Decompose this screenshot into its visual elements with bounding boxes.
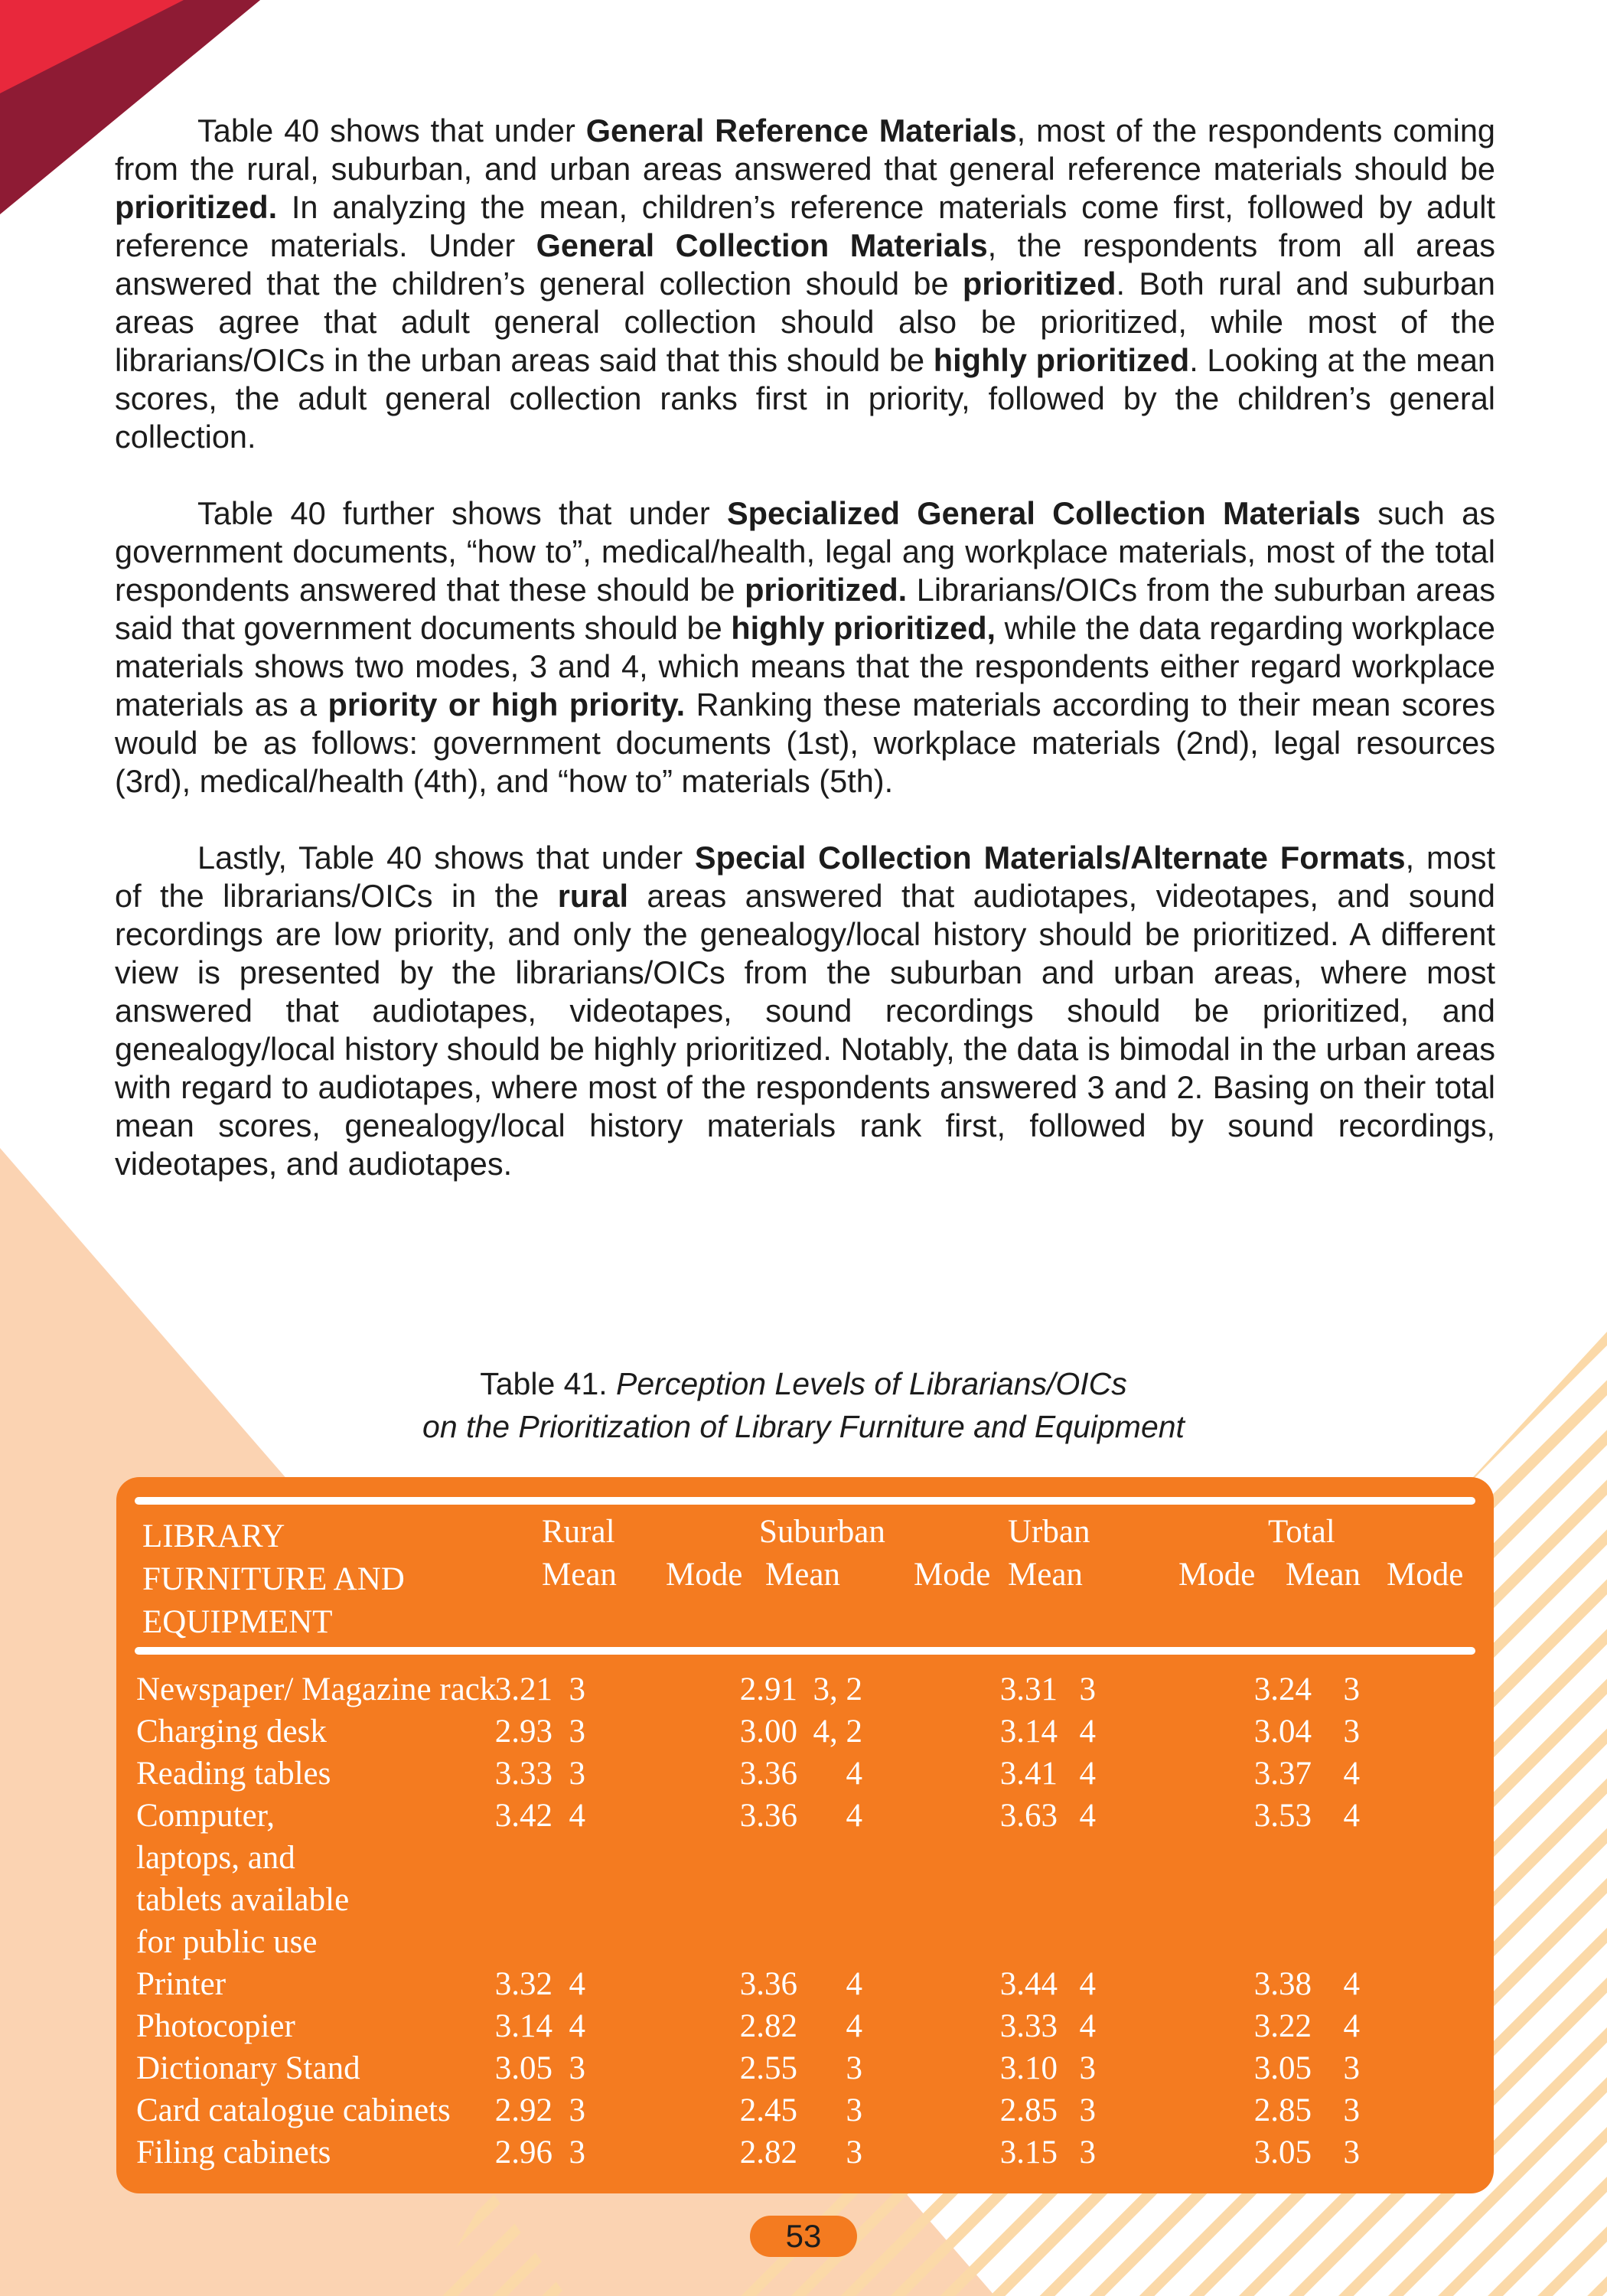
bold-text: highly prioritized, (731, 610, 996, 646)
row-label: Dictionary Stand (136, 2050, 360, 2086)
table-cell: 3.36 (739, 1756, 797, 1792)
table-cell: 2.55 (739, 2050, 797, 2086)
bold-text: prioritized. (115, 189, 278, 225)
header-label-line-2: FURNITURE AND (142, 1561, 405, 1597)
caption-line-2 (0, 1405, 1607, 1448)
bold-text: priority or high priority. (328, 687, 686, 722)
table-cell: 2.82 (739, 2135, 797, 2170)
table-cell: 3 (846, 2135, 862, 2170)
table-cell: 4 (569, 2008, 585, 2044)
text-run: areas answered that audiotapes, videotapes, and sound recordings are low priority, and only the genealogy/local history should be prioritized. A different view is presented by the librarians/OICs from the suburban and urban areas, where most answered that audiotapes, videotapes, sound recordings should be prioritized, and genealogy/local history should be highly prioritized. Notably, the data is bimodal in the urban areas with regard to audiotapes, where most of the respondents answered 3 and 2. Basing on their total mean scores, genealogy/local history materials rank first, followed by sound recordings, videotapes, and audiotapes. (115, 878, 1495, 1182)
table-caption (0, 1362, 1607, 1448)
row-label: Charging desk (136, 1714, 327, 1750)
header-total-mean: Mean (1286, 1557, 1361, 1593)
bold-text: prioritized. (745, 572, 908, 608)
header-group-suburban: Suburban (759, 1514, 885, 1550)
header-rural-mode: Mode (666, 1557, 743, 1593)
table-cell: 4 (1079, 1966, 1096, 2002)
table-cell: 3 (1343, 2092, 1360, 2128)
table-cell: 3 (569, 1714, 585, 1750)
text-run: In analyzing the mean, children’s reference materials come first, followed by adult reference materials. Under (115, 189, 1495, 263)
table-cell: 3.10 (999, 2050, 1058, 2086)
table-cell: 4 (846, 1798, 862, 1834)
table-cell: 4 (846, 1966, 862, 2002)
table-cell: 3.24 (1253, 1671, 1312, 1707)
table-cell: 4 (846, 2008, 862, 2044)
bold-text: Specialized General Collection Materials (726, 495, 1361, 531)
row-label: Card catalogue cabinets (136, 2092, 451, 2128)
bold-text: Special Collection Materials/Alternate Formats (694, 840, 1406, 876)
table-cell: 3.41 (999, 1756, 1058, 1792)
table-cell: 3 (569, 1756, 585, 1792)
bold-text: prioritized (962, 266, 1116, 302)
table-header-rule (135, 1647, 1475, 1655)
table-cell: 3.38 (1253, 1966, 1312, 2002)
table-cell: 3.36 (739, 1966, 797, 2002)
table-cell: 4 (1079, 1798, 1096, 1834)
table-cell: 3.32 (494, 1966, 553, 2002)
table-cell: 2.85 (999, 2092, 1058, 2128)
row-label: Newspaper/ Magazine rack (136, 1671, 497, 1707)
table-cell: 3 (1343, 1671, 1360, 1707)
header-urban-mode: Mode (1178, 1557, 1256, 1593)
table-cell: 3 (1079, 2135, 1096, 2170)
table-cell: 3.05 (1253, 2135, 1312, 2170)
table-cell: 3, 2 (813, 1671, 862, 1707)
row-label: laptops, and (136, 1840, 295, 1876)
table-cell: 3.42 (494, 1798, 553, 1834)
header-label-line-1: LIBRARY (142, 1518, 285, 1554)
table-cell: 3.05 (494, 2050, 553, 2086)
table-cell: 3 (1079, 2050, 1096, 2086)
body-text (115, 112, 1495, 1221)
table-cell: 3.04 (1253, 1714, 1312, 1750)
table-cell: 3.37 (1253, 1756, 1312, 1792)
table-cell: 4 (1079, 2008, 1096, 2044)
table-cell: 3 (569, 2135, 585, 2170)
text-run: . Looking at the mean scores, the adult general collection ranks first in priority, followed by the children’s general collection. (115, 342, 1495, 455)
bold-text: General Reference Materials (585, 113, 1017, 148)
text-run: while the data regarding workplace materials shows two modes, 3 and 4, which means that the respondents either regard workplace materials as a (115, 610, 1495, 722)
table-cell: 4 (1343, 1798, 1360, 1834)
table-cell: 3.21 (494, 1671, 553, 1707)
header-suburban-mode: Mode (914, 1557, 991, 1593)
table-cell: 3.63 (999, 1798, 1058, 1834)
table-cell: 4 (1343, 2008, 1360, 2044)
row-label: Computer, (136, 1798, 275, 1834)
table-cell: 3 (1079, 1671, 1096, 1707)
row-label: Printer (136, 1966, 227, 2002)
table-cell: 3 (1343, 2135, 1360, 2170)
text-run: such as government documents, “how to”, medical/health, legal ang workplace materials, most of the total respondents answered that these should be (115, 495, 1495, 608)
table-cell: 3.31 (999, 1671, 1058, 1707)
header-group-total: Total (1268, 1514, 1335, 1550)
table-cell: 3.36 (739, 1798, 797, 1834)
bold-text: rural (557, 878, 629, 914)
text-run: . Both rural and suburban areas agree that adult general collection should also be prioritized, while most of the librarians/OICs in the urban areas said that this should be (115, 266, 1495, 378)
table-cell: 4 (846, 1756, 862, 1792)
row-label: Photocopier (136, 2008, 295, 2044)
table-cell: 3.44 (999, 1966, 1058, 2002)
text-run: Lastly, Table 40 shows that under (197, 840, 695, 876)
table-cell: 4 (569, 1966, 585, 2002)
table-cell: 3.33 (999, 2008, 1058, 2044)
row-label: Filing cabinets (136, 2135, 331, 2170)
text-run: Ranking these materials according to their mean scores would be as follows: government documents (1st), workplace materials (2nd), legal resources (3rd), medical/health (4th), and “how to” materials (5th). (115, 687, 1495, 799)
caption-prefix: Table 41. (480, 1366, 617, 1401)
table-cell: 2.82 (739, 2008, 797, 2044)
header-group-rural: Rural (542, 1514, 615, 1550)
paragraph (115, 112, 1495, 456)
row-label: for public use (136, 1924, 318, 1960)
table-cell: 2.45 (739, 2092, 797, 2128)
table-cell: 4 (1343, 1756, 1360, 1792)
table-cell: 2.91 (739, 1671, 797, 1707)
bold-text: General Collection Materials (536, 227, 988, 263)
bold-text: highly prioritized (933, 342, 1190, 378)
table-cell: 3 (846, 2092, 862, 2128)
caption-title-2: on the Prioritization of Library Furniture and Equipment (422, 1409, 1185, 1444)
text-run: , the respondents from all areas answered that the children’s general collection should be (115, 227, 1495, 302)
table-cell: 2.85 (1253, 2092, 1312, 2128)
header-total-mode: Mode (1387, 1557, 1464, 1593)
table-cell: 3 (569, 2092, 585, 2128)
table-cell: 3.14 (494, 2008, 553, 2044)
paragraph (115, 494, 1495, 801)
table-cell: 2.96 (494, 2135, 553, 2170)
table-cell: 3 (569, 1671, 585, 1707)
table-cell: 3.33 (494, 1756, 553, 1792)
caption-line-1 (0, 1362, 1607, 1405)
header-group-urban: Urban (1008, 1514, 1090, 1550)
header-urban-mean: Mean (1008, 1557, 1083, 1593)
table-cell: 4 (569, 1798, 585, 1834)
table-cell: 3 (1343, 2050, 1360, 2086)
table-cell: 4 (1079, 1714, 1096, 1750)
header-suburban-mean: Mean (765, 1557, 840, 1593)
table-cell: 3 (1343, 1714, 1360, 1750)
furniture-equipment-table (116, 1477, 1494, 2193)
table-cell: 2.92 (494, 2092, 553, 2128)
table-cell: 4 (1079, 1756, 1096, 1792)
table-cell: 4 (1343, 1966, 1360, 2002)
text-run: Librarians/OICs from the suburban areas said that government documents should be (115, 572, 1495, 646)
caption-title-1: Perception Levels of Librarians/OICs (616, 1366, 1127, 1401)
text-run: , most of the librarians/OICs in the (115, 840, 1495, 914)
table-cell: 3.15 (999, 2135, 1058, 2170)
table-cell: 3.22 (1253, 2008, 1312, 2044)
row-label: Reading tables (136, 1756, 331, 1792)
table-top-rule (135, 1497, 1475, 1505)
text-run: Table 40 shows that under (197, 113, 586, 148)
text-run: Table 40 further shows that under (197, 495, 727, 531)
page-number: 53 (750, 2216, 857, 2257)
table-cell: 3 (846, 2050, 862, 2086)
table-cell: 2.93 (494, 1714, 553, 1750)
table-cell: 3.05 (1253, 2050, 1312, 2086)
table-cell: 3.00 (739, 1714, 797, 1750)
table-cell: 4, 2 (813, 1714, 862, 1750)
paragraph (115, 839, 1495, 1183)
text-run: , most of the respondents coming from the rural, suburban, and urban areas answered that general reference materials should be (115, 113, 1496, 187)
table-cell: 3 (1079, 2092, 1096, 2128)
table-cell: 3.53 (1253, 1798, 1312, 1834)
table-cell: 3.14 (999, 1714, 1058, 1750)
header-label-line-3: EQUIPMENT (142, 1604, 333, 1640)
table-cell: 3 (569, 2050, 585, 2086)
row-label: tablets available (136, 1882, 350, 1918)
header-rural-mean: Mean (542, 1557, 617, 1593)
